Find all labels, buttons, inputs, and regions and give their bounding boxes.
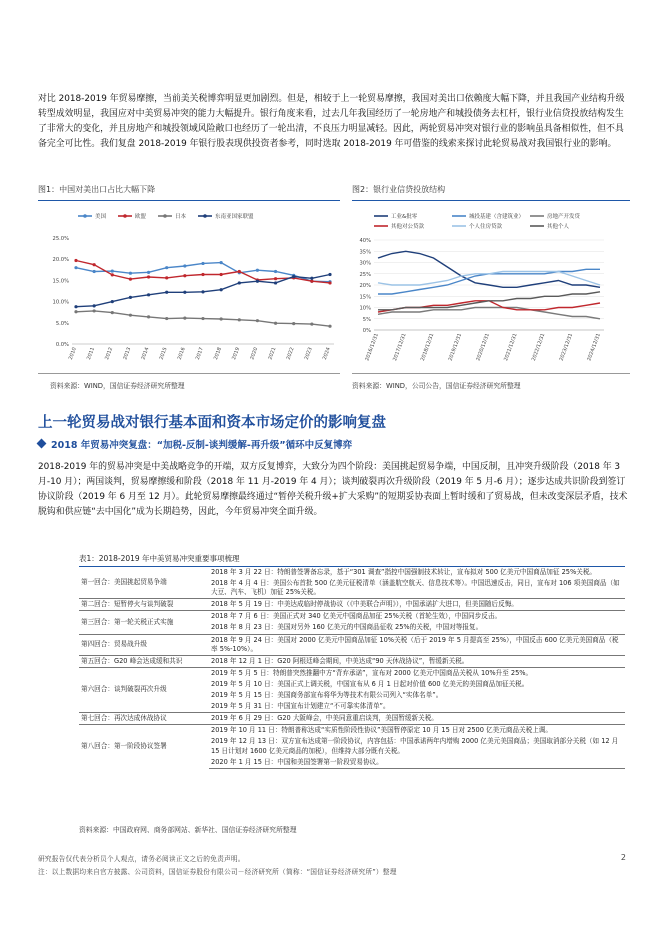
data-point: [256, 269, 259, 272]
stage-cell: 第五回合：G20 峰会达成缓和共识: [79, 655, 209, 667]
events-table: [79, 566, 625, 769]
x-tick-label: 2018/12/31: [419, 332, 436, 362]
x-tick-label: 2016: [176, 346, 187, 361]
figure2-rule: [352, 200, 630, 201]
event-cell: 2018 年 8 月 23 日：美国对另外 160 亿美元的中国商品征收 25%的关税，中国对等报复。: [211, 623, 483, 632]
legend-label: 其他对公贷款: [391, 224, 425, 231]
stage-cell: 第七回合：再次达成休战协议: [79, 713, 209, 725]
data-point: [74, 305, 77, 308]
x-tick-label: 2023/12/31: [558, 332, 575, 362]
legend-marker: [123, 214, 127, 218]
figure1-rule: [38, 200, 340, 201]
y-tick-label: 10%: [359, 305, 371, 312]
data-point: [274, 277, 277, 280]
data-point: [238, 281, 241, 284]
data-point: [201, 273, 204, 276]
data-point: [238, 270, 241, 273]
data-point: [111, 273, 114, 276]
y-tick-label: 5.0%: [55, 320, 69, 327]
x-tick-label: 2017/12/31: [392, 332, 408, 362]
data-point: [111, 300, 114, 303]
x-tick-label: 2024: [321, 346, 332, 361]
event-cell: 2019 年 5 月 15 日：美国商务部宣布将华为等技术有限公司列入“实体名单”。: [211, 691, 443, 700]
data-point: [129, 278, 132, 281]
data-point: [74, 310, 77, 313]
event-cell: 2019 年 6 月 29 日：G20 大阪峰会，中美同意重启谈判，美国暂缓新关税。: [209, 713, 625, 725]
event-cell: 2019 年 12 月 13 日：双方宣布达成第一阶段协议，内容包括：中国承诺两年内增购 2000 亿美元美国商品；美国取消部分关税（如 12 月 15 日计划对 1600 亿美元商品的加税），但维持大部分既有关税。: [211, 737, 619, 755]
data-point: [147, 315, 150, 318]
legend-label: 美国: [95, 214, 107, 221]
data-point: [74, 266, 77, 269]
event-cell: 2019 年 5 月 5 日：特朗普突然推翻中方“背弃承诺”，宣布对 2000 亿美元中国商品关税从 10%升至 25%。: [209, 667, 625, 679]
table-row: [79, 655, 625, 667]
legend-marker: [203, 214, 207, 218]
data-point: [328, 273, 331, 276]
data-point: [165, 317, 168, 320]
data-point: [93, 304, 96, 307]
x-tick-label: 2023: [303, 346, 314, 361]
data-point: [147, 293, 150, 296]
y-tick-label: 25%: [359, 271, 371, 278]
figure2-title: 图2：银行业信贷投放结构: [352, 185, 446, 194]
table-row: [79, 667, 625, 679]
x-tick-label: 2022/12/31: [530, 332, 547, 362]
section-subtitle: [38, 437, 352, 451]
y-tick-label: 20%: [359, 283, 371, 289]
x-tick-label: 2020/12/31: [475, 332, 491, 362]
data-point: [310, 280, 313, 283]
table-row: [79, 713, 625, 725]
figure1-source: 资料来源：WIND，国信证券经济研究所整理: [50, 382, 185, 390]
data-point: [93, 263, 96, 266]
stage-cell: 第一回合：美国挑起贸易争端: [79, 567, 209, 599]
data-point: [93, 309, 96, 312]
data-point: [111, 311, 114, 314]
data-point: [274, 270, 277, 273]
legend-label: 欧盟: [135, 214, 147, 221]
y-tick-label: 0.0%: [55, 342, 69, 348]
series-line: [378, 251, 600, 287]
data-point: [310, 277, 313, 280]
legend-label: 工业&批零: [391, 214, 418, 221]
y-tick-label: 0%: [362, 328, 371, 334]
x-tick-label: 2010: [67, 346, 78, 361]
stage-cell: 第三回合：第一轮关税正式实施: [79, 611, 209, 634]
table-row: [79, 567, 625, 579]
data-point: [183, 264, 186, 267]
y-tick-label: 40%: [359, 238, 371, 244]
section-body: [38, 460, 632, 520]
stage-cell: 第六回合：谈判破裂再次升级: [79, 667, 209, 712]
y-tick-label: 25.0%: [52, 236, 69, 242]
series-line: [378, 269, 600, 294]
event-cell: 2018 年 9 月 24 日：美国对 2000 亿美元中国商品加征 10%关税（后于 2019 年 5 月提高至 25%），中国反击 600 亿美元美国商品（税率 5%-10%）。: [209, 634, 625, 655]
x-tick-label: 2014: [140, 346, 151, 361]
data-point: [220, 317, 223, 320]
x-tick-label: 2021: [267, 346, 278, 361]
data-point: [93, 270, 96, 273]
y-tick-label: 15%: [359, 294, 371, 301]
x-tick-label: 2022: [285, 346, 296, 361]
data-point: [201, 290, 204, 293]
data-point: [256, 319, 259, 322]
data-point: [183, 274, 186, 277]
event-cell: 2019 年 10 月 11 日：特朗普称达成“实质性阶段性协议”美国暂停原定 10 月 15 日对 2500 亿美元商品关税上调。: [209, 725, 625, 737]
section-subtitle-text: 2018 年贸易冲突复盘：“加税-反制-谈判缓解-再升级”循环中反复博弈: [51, 440, 353, 451]
stage-cell: 第八回合：第一阶段协议签署: [79, 725, 209, 768]
data-point: [274, 281, 277, 284]
table-row: [79, 725, 625, 737]
intro-paragraph: [38, 92, 632, 152]
data-point: [201, 262, 204, 265]
data-point: [111, 269, 114, 272]
table-row: [79, 634, 625, 655]
figure1-title: 图1：中国对美出口占比大幅下降: [38, 185, 156, 194]
footer-note: 注：以上数据均来自官方披露、公司资料，国信证券股份有限公司－经济研究所（简称：“国信证券经济研究所”）整理: [38, 868, 397, 876]
page-number: 2: [620, 853, 626, 862]
data-point: [238, 318, 241, 321]
data-point: [220, 273, 223, 276]
x-tick-label: 2018: [213, 346, 224, 361]
data-point: [256, 280, 259, 283]
data-point: [201, 317, 204, 320]
x-tick-label: 2020: [249, 346, 260, 361]
data-point: [129, 314, 132, 317]
x-tick-label: 2019: [231, 346, 242, 361]
table-row: [79, 611, 625, 623]
y-tick-label: 10.0%: [52, 299, 69, 306]
legend-label: 房地产开发贷: [547, 214, 581, 221]
data-point: [220, 288, 223, 291]
x-tick-label: 2021/12/31: [503, 332, 519, 362]
data-point: [147, 271, 150, 274]
intro-text: 对比 2018-2019 年贸易摩擦，当前美关税博弈明显更加剧烈。但是，相较于上一轮贸易摩擦，我国对美出口依赖度大幅下降，并且我国产业结构升级转型成效明显，我国应对中美贸易冲突的能力大幅提升。银行角度来看，过去几年我国经历了一轮房地产和城投债务去杠杆，银行业信贷投放结构发生了非常大的变化，并且房地产和城投领域风险敞口也经历了一轮出清，不良压力明显减轻。因此，两轮贸易冲突对银行业的影响虽具备相似性，但不具备完全可比性。我们复盘 2018-2019 年银行股表现供投资者参考，同时选取 2018-2019 年可借鉴的线索来探讨此轮贸易战对我国银行业的影响。: [38, 94, 625, 149]
figure1-bottom-rule: [38, 373, 340, 374]
figure2-chart: [352, 202, 630, 372]
event-cell: 2019 年 5 月 10 日：美国正式上调关税，中国宣布从 6 月 1 日起对价值 600 亿美元的美国商品加征关税。: [211, 679, 529, 688]
figure2-bottom-rule: [352, 373, 630, 374]
footer-disclaimer: 研究报告仅代表分析员个人观点，请务必阅读正文之后的免责声明。: [38, 855, 245, 863]
data-point: [147, 275, 150, 278]
table-row: [79, 599, 625, 611]
legend-marker: [163, 214, 167, 218]
y-tick-label: 35%: [359, 249, 371, 256]
data-point: [165, 276, 168, 279]
x-tick-label: 2011: [86, 346, 97, 361]
data-point: [74, 259, 77, 262]
data-point: [165, 266, 168, 269]
event-cell: 2018 年 12 月 1 日：G20 阿根廷峰会期间，中美达成“90 天休战协议”，暂缓新关税。: [209, 655, 625, 667]
event-cell: 2018 年 4 月 4 日：美国公布首批 500 亿美元征税清单（涵盖航空航天、信息技术等）。中国迅速反击，同日，宣布对 106 项美国商品（如大豆、汽车、飞机）加征 25%关税。: [211, 579, 620, 597]
y-tick-label: 30%: [359, 260, 371, 267]
x-tick-label: 2013: [122, 346, 133, 361]
x-tick-label: 2024/12/31: [586, 332, 602, 362]
legend-label: 日本: [175, 214, 187, 221]
event-cell: 2018 年 5 月 19 日：中美达成临时停战协议（《中美联合声明》），中国承诺扩大进口，但美国随后反悔。: [209, 599, 625, 611]
series-line: [378, 301, 600, 312]
table-source: 资料来源：中国政府网、商务部网站、新华社、国信证券经济研究所整理: [79, 826, 297, 834]
y-tick-label: 5%: [362, 316, 371, 323]
event-cell: 2019 年 5 月 31 日：中国宣布计划建立“不可靠实体清单”。: [211, 702, 390, 711]
y-tick-label: 20.0%: [52, 257, 69, 264]
event-cell: 2018 年 3 月 22 日：特朗普签署备忘录，基于“301 调查”指控中国强制技术转让，宣布拟对 500 亿美元中国商品加征 25%关税。: [209, 567, 625, 579]
legend-label: 东南亚国家联盟: [215, 214, 254, 221]
data-point: [292, 275, 295, 278]
data-point: [220, 261, 223, 264]
series-line: [378, 308, 600, 319]
stage-cell: 第二回合：短暂停火与谈判破裂: [79, 599, 209, 611]
diamond-bullet-icon: [37, 439, 47, 449]
x-tick-label: 2016/12/31: [364, 332, 380, 362]
event-cell: 2020 年 1 月 15 日：中国和美国签署第一阶段贸易协议。: [209, 757, 625, 769]
x-tick-label: 2015: [158, 346, 169, 361]
stage-cell: 第四回合：贸易战升级: [79, 634, 209, 655]
legend-label: 个人住房贷款: [469, 224, 503, 231]
data-point: [183, 291, 186, 294]
data-point: [165, 291, 168, 294]
section-body-text: 2018-2019 年的贸易冲突是中美战略竞争的开端，双方反复博弈，大致分为四个阶段：美国挑起贸易争端，中国反制，且冲突升级阶段（2018 年 3 月-10 月）；两国谈判，贸易摩擦缓和阶段（2018 年 11 月-2019 年 4 月）；谈判破裂再次升级阶段（2019 年 5 月-6 月）；逐步达成共识阶段到签订协议阶段（2019 年 6 月至 12 月）。此轮贸易摩擦最终通过“暂停关税升级+扩大采购”的短期妥协表面上暂时缓和了贸易战，但未改变深层矛盾，技术脱钩和供应链“去中国化”成为长期趋势，因此，今年贸易冲突全面升级。: [38, 462, 628, 517]
data-point: [292, 322, 295, 325]
data-point: [183, 317, 186, 320]
data-point: [129, 296, 132, 299]
legend-marker: [83, 214, 87, 218]
x-tick-label: 2017: [194, 346, 205, 361]
event-cell: 2018 年 7 月 6 日：美国正式对 340 亿美元中国商品加征 25%关税（首轮生效），中国同步反击。: [209, 611, 625, 623]
data-point: [328, 281, 331, 284]
data-point: [310, 322, 313, 325]
section-title: 上一轮贸易战对银行基本面和资本市场定价的影响复盘: [38, 415, 386, 431]
x-tick-label: 2019/12/31: [447, 332, 464, 362]
data-point: [274, 322, 277, 325]
legend-label: 其他个人: [547, 224, 570, 231]
data-point: [328, 325, 331, 328]
legend-label: 城投基建（含建筑业）: [469, 214, 525, 221]
figure2-source: 资料来源：WIND，公司公告，国信证券经济研究所整理: [352, 382, 521, 390]
data-point: [129, 272, 132, 275]
table-title: 表1：2018-2019 年中美贸易冲突重要事项梳理: [79, 554, 240, 563]
figure1-chart: [38, 202, 340, 372]
y-tick-label: 15.0%: [52, 278, 69, 285]
x-tick-label: 2012: [104, 346, 115, 361]
series-line: [76, 263, 330, 282]
